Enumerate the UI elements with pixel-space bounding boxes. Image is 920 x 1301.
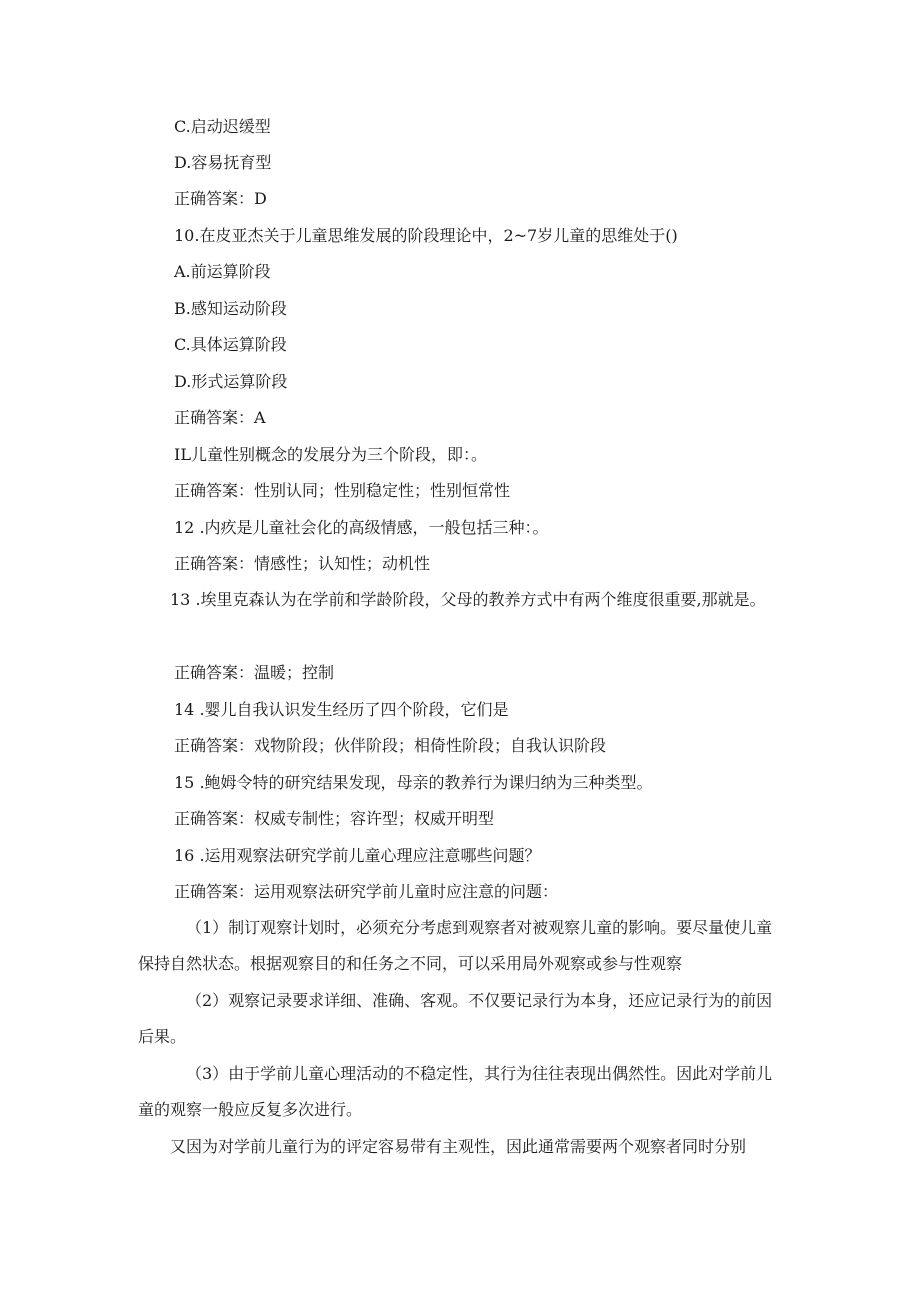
q13-answer: 正确答案：温暖；控制 [174, 663, 335, 682]
q16-question: 16 .运用观察法研究学前儿童心理应注意哪些问题？ [174, 846, 541, 865]
q13-question: 13 .埃里克森认为在学前和学龄阶段，父母的教养方式中有两个维度很重要,那就是。 [170, 590, 766, 609]
q14-answer: 正确答案：戏物阶段；伙伴阶段；相倚性阶段；自我认识阶段 [174, 736, 607, 755]
q16-continuation: 又因为对学前儿童行为的评定容易带有主观性，因此通常需要两个观察者同时分别 [170, 1137, 747, 1156]
q11-question: IL儿童性别概念的发展分为三个阶段，即：。 [174, 445, 487, 464]
q16-point-3: （3）由于学前儿童心理活动的不稳定性，其行为往往表现出偶然性。因此对学前儿童的观察一般应反复多次进行。 [138, 1064, 773, 1119]
q10-question: 10.在皮亚杰关于儿童思维发展的阶段理论中，2~7岁儿童的思维处于() [174, 226, 678, 245]
q16-point-1: （1）制订观察计划时，必须充分考虑到观察者对被观察儿童的影响。要尽量使儿童保持自然状态。根据观察目的和任务之不同，可以采用局外观察或参与性观察 [138, 918, 773, 973]
q14-question: 14 .婴儿自我认识发生经历了四个阶段，它们是 [174, 700, 509, 719]
q10-option-b: B.感知运动阶段 [174, 299, 287, 318]
q12-answer: 正确答案：情感性；认知性；动机性 [174, 554, 431, 573]
q15-question: 15 .鲍姆令特的研究结果发现，母亲的教养行为课归纳为三种类型。 [174, 773, 653, 792]
q10-option-d: D.形式运算阶段 [174, 372, 288, 391]
q12-question: 12 .内疚是儿童社会化的高级情感，一般包括三种：。 [174, 518, 549, 537]
q16-point-2: （2）观察记录要求详细、准确、客观。不仅要记录行为本身，还应记录行为的前因后果。 [138, 991, 773, 1046]
q11-answer: 正确答案：性别认同；性别稳定性；性别恒常性 [174, 481, 511, 500]
q9-answer: 正确答案：D [174, 189, 267, 208]
q9-option-d: D.容易抚育型 [174, 153, 272, 172]
q10-option-a: A.前运算阶段 [174, 262, 271, 281]
q10-answer: 正确答案：A [174, 408, 266, 427]
q16-answer: 正确答案：运用观察法研究学前儿童时应注意的问题： [174, 882, 559, 901]
q9-option-c: C.启动迟缓型 [174, 117, 271, 136]
q10-option-c: C.具体运算阶段 [174, 335, 287, 354]
q15-answer: 正确答案：权威专制性；容许型；权威开明型 [174, 809, 495, 828]
